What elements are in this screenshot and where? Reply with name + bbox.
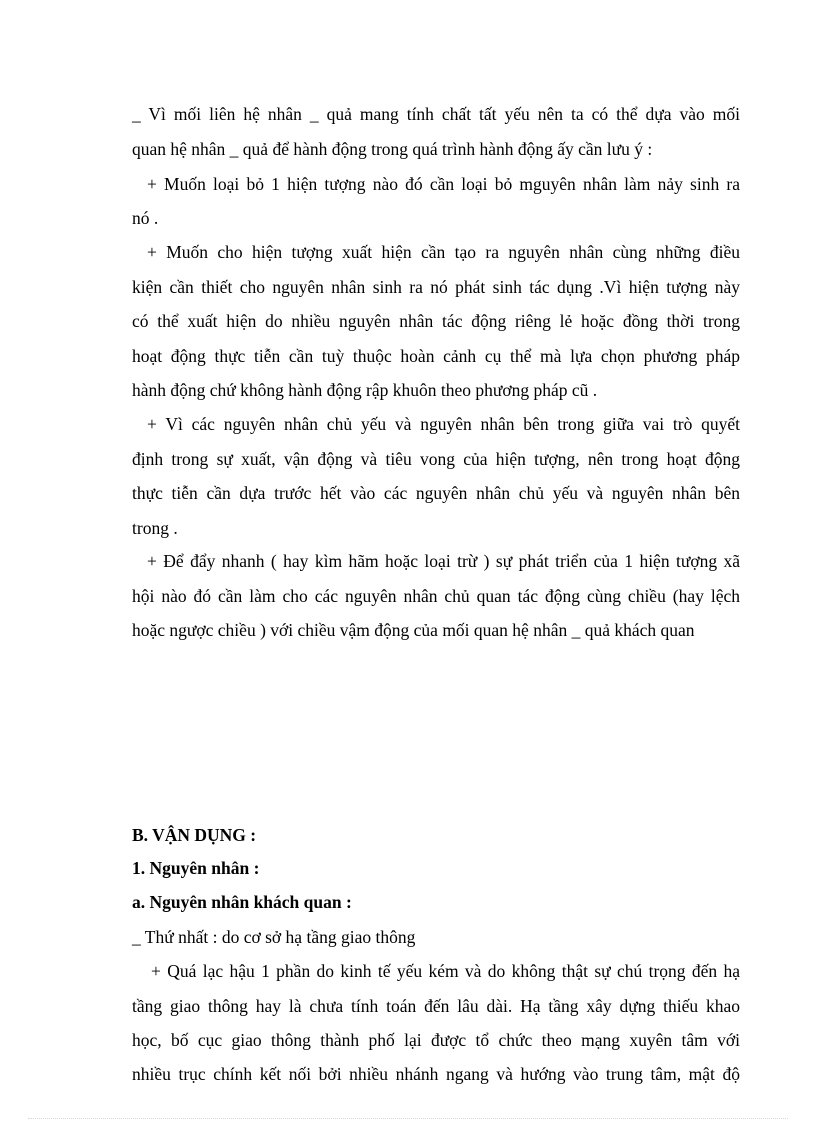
paragraph-line: trong . [132, 518, 178, 538]
subsection-title: 1. Nguyên nhân : [132, 858, 260, 878]
section-title: B. VẬN DỤNG : [132, 825, 257, 845]
paragraph-line: tầng giao thông hay là chưa tính toán đến lâu dài. Hạ tầng xây dựng thiếu khao [132, 996, 740, 1016]
paragraph-line: học, bố cục giao thông thành phố lại được tổ chức theo mạng xuyên tâm với [132, 1030, 740, 1050]
paragraph-line: thực tiễn cần dựa trước hết vào các nguyên nhân chủ yếu và nguyên nhân bên [132, 483, 740, 503]
paragraph-line: định trong sự xuất, vận động và tiêu vong của hiện tượng, nên trong hoạt động [132, 449, 740, 469]
paragraph-line: có thể xuất hiện do nhiều nguyên nhân tác động riêng lẻ hoặc đồng thời trong [132, 311, 740, 331]
paragraph-line: kiện cần thiết cho nguyên nhân sinh ra nó phát sinh tác dụng .Vì hiện tượng này [132, 277, 740, 297]
paragraph-line: hoặc ngược chiều ) với chiều vậm động của mối quan hệ nhân _ quả khách quan [132, 620, 695, 640]
list-item: _ Thứ nhất : do cơ sở hạ tầng giao thông [132, 927, 416, 947]
paragraph-line: nhiều trục chính kết nối bởi nhiều nhánh ngang và hướng vào trung tâm, mật độ [132, 1064, 740, 1084]
paragraph-line: + Muốn loại bỏ 1 hiện tượng nào đó cần loại bỏ mguyên nhân làm nảy sinh ra [147, 174, 740, 194]
paragraph-line: + Để đẩy nhanh ( hay kìm hãm hoặc loại trừ ) sự phát triển của 1 hiện tượng xã [147, 551, 740, 571]
page-bottom-rule [28, 1118, 788, 1119]
paragraph-line: quan hệ nhân _ quả để hành động trong quá trình hành động ấy cần lưu ý : [132, 139, 653, 159]
paragraph-line: hành động chứ không hành động rập khuôn theo phương pháp cũ . [132, 380, 598, 400]
paragraph-line: hội nào đó cần làm cho các nguyên nhân chủ quan tác động cùng chiều (hay lệch [132, 586, 740, 606]
paragraph-line: hoạt động thực tiễn cần tuỳ thuộc hoàn cảnh cụ thể mà lựa chọn phương pháp [132, 346, 740, 366]
subsection-title: a. Nguyên nhân khách quan : [132, 892, 352, 912]
paragraph-line: nó . [132, 208, 159, 228]
paragraph-line: + Muốn cho hiện tượng xuất hiện cần tạo ra nguyên nhân cùng những điều [147, 242, 740, 262]
paragraph-line: _ Vì mối liên hệ nhân _ quả mang tính chất tất yếu nên ta có thể dựa vào mối [132, 104, 740, 124]
paragraph-line: + Quá lạc hậu 1 phần do kinh tế yếu kém và do không thật sự chú trọng đến hạ [151, 961, 740, 981]
paragraph-line: + Vì các nguyên nhân chủ yếu và nguyên nhân bên trong giữa vai trò quyết [147, 414, 740, 434]
